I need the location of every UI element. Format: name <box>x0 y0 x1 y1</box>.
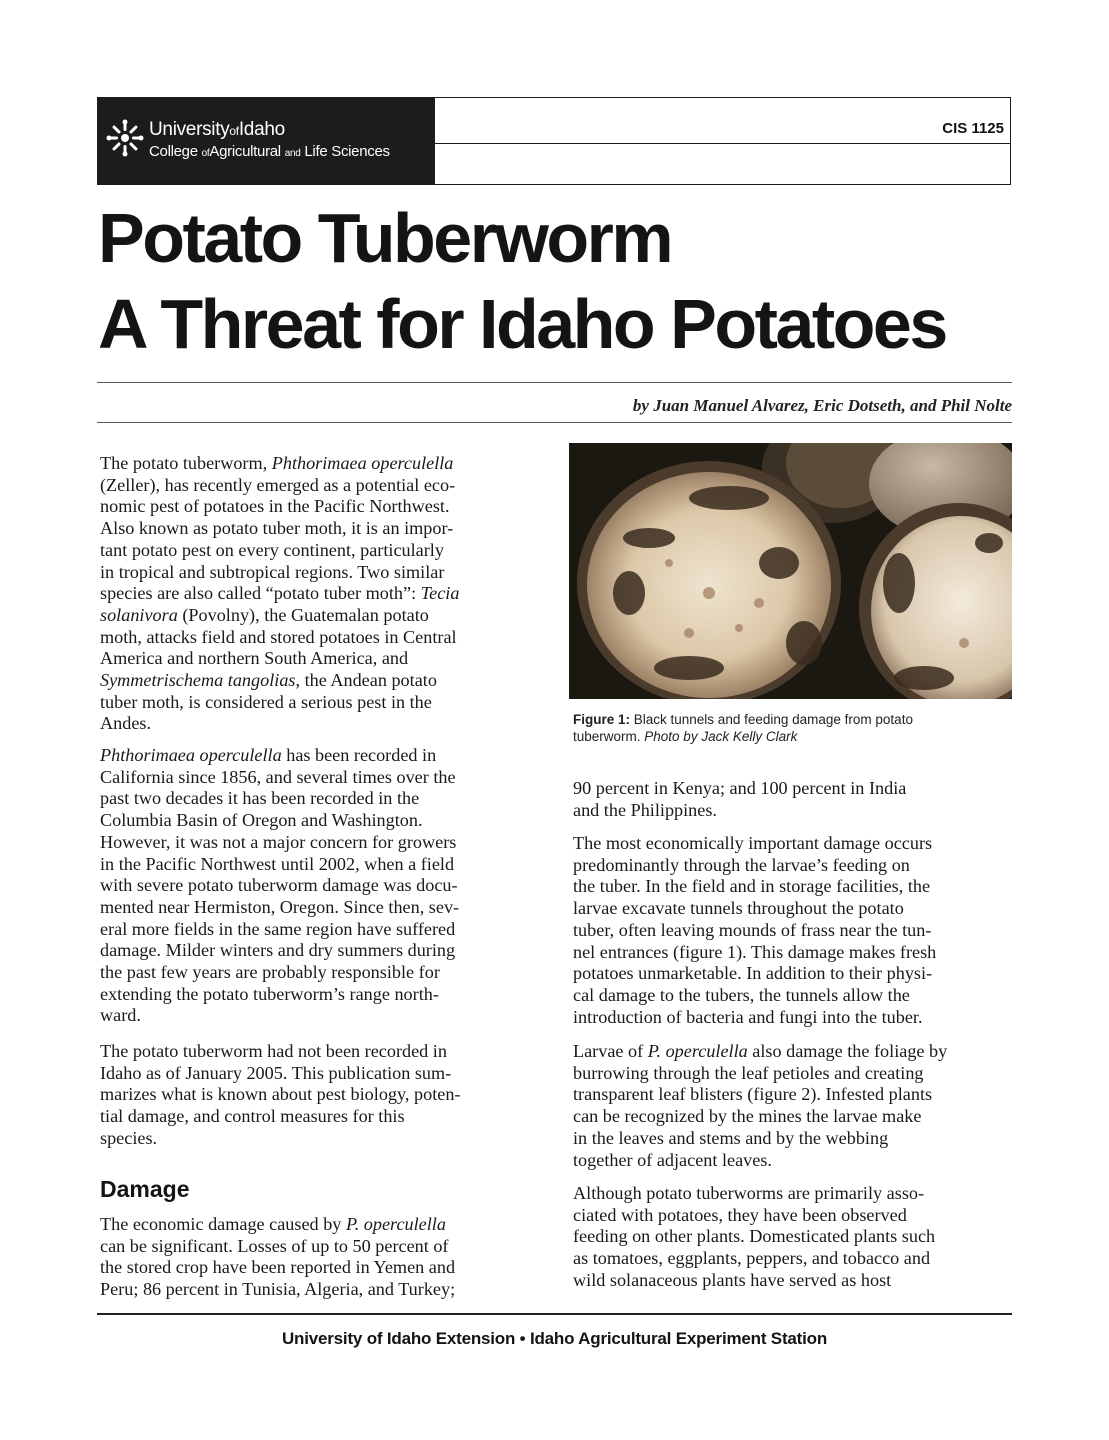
text-line: Andes. <box>100 713 152 734</box>
right-paragraph-1 <box>573 778 1013 821</box>
page-title-line-2: A Threat for Idaho Potatoes <box>98 285 946 363</box>
university-name: UniversityofIdaho <box>149 119 285 140</box>
page-title-line-1: Potato Tuberworm <box>98 199 672 277</box>
right-paragraph-4 <box>573 1183 1013 1292</box>
text-line: tuber moth, is considered a serious pest in the <box>100 691 432 712</box>
text-line: The economic damage caused by P. operculella <box>100 1214 446 1234</box>
text-line: marizes what is known about pest biology, poten- <box>100 1084 461 1105</box>
text-line: past two decades it has been recorded in the <box>100 788 420 809</box>
left-paragraph-1 <box>100 453 540 735</box>
text-line: Also known as potato tuber moth, it is an impor- <box>100 518 454 539</box>
text-line: and the Philippines. <box>573 799 717 820</box>
text-line: Larvae of P. operculella also damage the foliage by <box>573 1041 948 1061</box>
masthead <box>97 97 1012 185</box>
text-line: can be recognized by the mines the larvae make <box>573 1106 922 1127</box>
text-line: moth, attacks field and stored potatoes in Central <box>100 626 457 647</box>
right-paragraph-3 <box>573 1041 1013 1171</box>
text-line: with severe potato tuberworm damage was docu- <box>100 875 458 896</box>
text-line: nomic pest of potatoes in the Pacific Northwest. <box>100 496 450 517</box>
text-line: The most economically important damage occurs <box>573 833 933 853</box>
text-line: burrowing through the leaf petioles and creating <box>573 1062 924 1083</box>
left-paragraph-3 <box>100 1041 540 1150</box>
text-line: California since 1856, and several times over the <box>100 766 456 787</box>
text-line: ward. <box>100 1005 141 1026</box>
text-line: cal damage to the tubers, the tunnels allow the <box>573 984 910 1005</box>
text-line: predominantly through the larvae’s feeding on <box>573 854 910 875</box>
text-line: ciated with potatoes, they have been observed <box>573 1204 907 1225</box>
text-line: as tomatoes, eggplants, peppers, and tobacco and <box>573 1248 931 1269</box>
text-line: The potato tuberworm, Phthorimaea operculella <box>100 453 454 473</box>
text-line: solanivora (Povolny), the Guatemalan potato <box>100 604 429 625</box>
text-line: Idaho as of January 2005. This publication sum- <box>100 1062 452 1083</box>
university-sunburst-icon <box>105 118 145 158</box>
text-line: the past few years are probably responsible for <box>100 962 440 983</box>
text-line: tuber, often leaving mounds of frass near the tun- <box>573 919 932 940</box>
footer-rule <box>97 1313 1012 1315</box>
text-line: tant potato pest on every continent, particularly <box>100 539 444 560</box>
text-line: can be significant. Losses of up to 50 percent of <box>100 1235 449 1256</box>
byline: by Juan Manuel Alvarez, Eric Dotseth, and Phil Nolte <box>632 396 1012 415</box>
text-line: in tropical and subtropical regions. Two similar <box>100 561 445 582</box>
text-line: damage. Milder winters and dry summers during <box>100 940 456 961</box>
text-line: together of adjacent leaves. <box>573 1149 772 1170</box>
text-line: in the Pacific Northwest until 2002, when a field <box>100 853 455 874</box>
text-line: the tuber. In the field and in storage facilities, the <box>573 876 931 897</box>
text-line: introduction of bacteria and fungi into the tuber. <box>573 1006 923 1027</box>
text-line: larvae excavate tunnels throughout the potato <box>573 898 904 919</box>
publication-id-box <box>435 97 1011 185</box>
text-line: eral more fields in the same region have suffered <box>100 918 456 939</box>
text-line: America and northern South America, and <box>100 648 409 669</box>
byline-rule <box>97 422 1012 423</box>
right-paragraph-2 <box>573 833 1013 1028</box>
footer-text: University of Idaho Extension • Idaho Agricultural Experiment Station <box>281 1329 828 1348</box>
text-line: tial damage, and control measures for this <box>100 1106 405 1127</box>
text-line: feeding on other plants. Domesticated plants such <box>573 1226 936 1247</box>
text-line: Symmetrischema tangolias, the Andean potato <box>100 670 437 691</box>
publication-id: CIS 1125 <box>942 120 1004 137</box>
text-line: 90 percent in Kenya; and 100 percent in India <box>573 778 907 798</box>
title-rule <box>97 382 1012 383</box>
text-line: Phthorimaea operculella has been recorded in <box>100 745 437 765</box>
text-line: potatoes unmarketable. In addition to their physi- <box>573 963 933 984</box>
text-line: The potato tuberworm had not been recorded in <box>100 1041 447 1061</box>
left-paragraph-2 <box>100 745 540 1027</box>
text-line: wild solanaceous plants have served as host <box>573 1269 892 1290</box>
photo-credit: Photo by Jack Kelly Clark <box>644 729 798 744</box>
figure-caption: Figure 1: Black tunnels and feeding damage from potato tuberworm. Photo by Jack Kelly Clark <box>573 712 913 744</box>
section-heading-damage: Damage <box>100 1176 190 1202</box>
text-line: Columbia Basin of Oregon and Washington. <box>100 810 423 831</box>
text-line: mented near Hermiston, Oregon. Since then, sev- <box>100 896 460 917</box>
text-line: Although potato tuberworms are primarily asso- <box>573 1183 925 1203</box>
text-line: nel entrances (figure 1). This damage makes fresh <box>573 941 937 962</box>
left-paragraph-4 <box>100 1214 540 1301</box>
text-line: Peru; 86 percent in Tunisia, Algeria, and Turkey; <box>100 1279 456 1300</box>
text-line: the stored crop have been reported in Yemen and <box>100 1257 456 1278</box>
text-line: (Zeller), has recently emerged as a potential eco- <box>100 474 456 495</box>
text-line: species. <box>100 1127 158 1148</box>
text-line: in the leaves and stems and by the webbing <box>573 1127 889 1148</box>
college-name: College ofAgricultural and Life Sciences <box>149 143 390 160</box>
figure-label: Figure 1: <box>573 712 631 727</box>
tuber-damage-photo <box>569 443 1012 699</box>
text-line: species are also called “potato tuber moth”: Tecia <box>100 583 460 604</box>
text-line: transparent leaf blisters (figure 2). Infested plants <box>573 1084 933 1105</box>
text-line: However, it was not a major concern for growers <box>100 831 457 852</box>
university-logo-block <box>97 97 435 185</box>
header-divider <box>435 143 1010 144</box>
text-line: extending the potato tuberworm’s range north- <box>100 983 439 1004</box>
